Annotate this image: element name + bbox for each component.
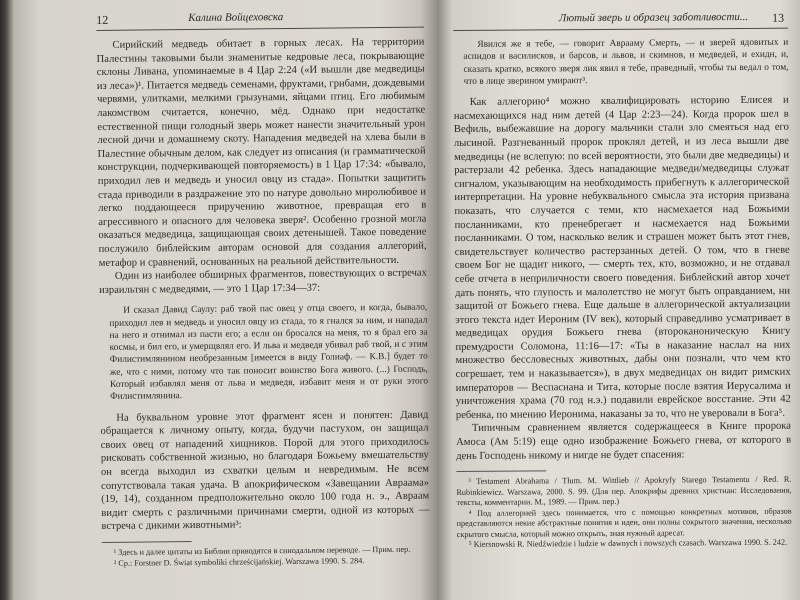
running-title: Лютый зверь и образец заботливости...: [558, 10, 749, 25]
footnotes: [102, 545, 430, 569]
footnotes: [456, 475, 792, 551]
right-page-header: [453, 8, 788, 31]
footnote-separator: [102, 541, 192, 543]
footnote: ⁴ Под аллегорией здесь понимается, что с помощью конкретных мотивов, образов представляются некие абстрактные понятия и идеи, они полны сокрытого значения, несколько скрытого смысла, который можно открыть, зная нужный адресат.: [456, 506, 792, 539]
footnote: ⁵ Kiersnowski R. Niedźwiedzie i ludzie w dawnych i nowszych czasach. Warszawa 1990. S. 242.: [468, 537, 788, 550]
paragraph: На буквальном уровне этот фрагмент ясен и понятен: Давид обращается к личному опыту, когда, будучи пастухом, он защищал своих овец от нападений хищников. Порой для этого приходилось рисковать собственной жизнью, но благодаря Божьему вмешательству он всегда выходил из схватки целым и невредимым. Не всем сопутствовала такая удача. В апокрифическом «Завещании Авраама» (19, 14), созданном предположительно около 100 года н. э., Авраам видит смерть с различными причинами смерти, одной из которых — встреча с дикими животными³:: [100, 409, 430, 533]
left-page: [96, 0, 430, 600]
block-quote: [109, 302, 428, 404]
quote-text: И сказал Давид Саулу: раб твой пас овец у отца своего, и когда, бывало, приходил лев и медведь и уносил овцу из стада, то я гнался за ним, и нападал на него и отнимал из пасти его; а если он бросался на меня, то я брал его за космы, и бил его, и умерщвлял его. И льва и медведя убивал раб твой, и с этим Филистимлянином необрезанным [имеется в виду Голиаф. — К.В.] будет то же, что с ними, потому что так поносит воинство Бога живого. (...) Господь, Который избавлял меня от льва и медведя, избавит меня и от руки этого Филистимлянина.: [109, 302, 429, 403]
paragraph: Типичным сравнением является содержащееся в Книге пророка Амоса (Ам 5:19) еще одно изображение Божьего гнева, от которого в день Господень никому и нигде не будет спасения:: [456, 421, 792, 462]
footnote: ² Ср.: Forstner D. Świat symboliki chrześcijańskiej. Warszawa 1990. S. 284.: [113, 555, 365, 568]
paragraph: Один из наиболее обширных фрагментов, повествующих о встречах израильтян с медведями, — это 1 Цар 17:34—37:: [98, 267, 427, 296]
running-title: Калина Войцеховска: [188, 11, 284, 25]
paragraph: Как аллегорию⁴ можно квалифицировать историю Елисея и насмехающихся над ним детей (4 Цар 2:23—24). Когда пророк шел в Вефиль, выбежавшие на дорогу мальчики стали зло смеяться над его лысиной. Разгневанный пророк проклял детей, и из леса вышли две медведицы (не вслепую: по всей вероятности, это были две медведицы) и растерзали 42 ребенка. Здесь нападающие медведи/медведицы служат сигналом, указывающим на необходимость прибегнуть к аллегорической интерпретации. На уровне небуквального смысла эта история призвана показать, что случается с теми, кто насмехается над Божьими посланниками, кто пренебрегает и насмехается над Божьими посланниками. О том, насколько велик и страшен может быть этот гнев, свидетельствует количество растерзанных детей. О том, что в гневе своем Бог не щадит никого, — смерть тех, кто, возможно, и не отдавал себе отчета в неприличности своего поведения. Библейский автор хочет дать понять, что глупость и малолетство не могут быть оправданием, ни защитой от Божьего гнева. Еще дальше в аллегорической актуализации этого текста идет Иероним (IV век), который справедливо усматривает в медведицах орудия Божьего гнева (второканоническую Книгу премудрости Соломона, 11:16—17: «Ты в наказание наслал на них множество бессловесных животных, дабы они познали, что чем кто согрешает, тем и наказывается»), в двух медведицах он видит римских императоров — Веспасиана и Тита, которые после взятия Иерусалима и уничтожения храма (70 год н.э.) подавили еврейское восстание. Эти 42 ребенка, по мнению Иеронима, наказаны за то, что не уверовали в Бога⁵.: [453, 94, 791, 421]
right-page-body: [453, 37, 791, 464]
block-quote: [463, 37, 788, 88]
right-page: [453, 0, 792, 600]
page-number: 12: [96, 12, 109, 27]
left-page-body: [96, 36, 429, 534]
footnote-separator: [456, 471, 546, 473]
paragraph: Сирийский медведь обитает в горных лесах. На территории Палестины таковыми были знаменитые кедровые леса, покрывающие склоны Ливана, упоминаемые в 4 Цар 2:24 («И вышли две медведицы из леса»)¹. Питается медведь семенами, фруктами, грибами, дождевыми червями, улитками, мелкими грызунами, яйцами птиц. Его любимым лакомством считается, конечно, мёд. Однако при недостатке естественной пищи голодный зверь может нанести значительный урон лесной дичи и домашнему скоту. Нападения медведей на хлева были в Палестине обычным делом, как следует из описания (и грамматической конструкции, подчеркивающей повторяемость) в 1 Цар 17:34: «бывало, приходил лев и медведь и уносил овцу из стада». Попытки защитить стада приводили в раздражение это по натуре довольно миролюбивое и легко поддающееся приручению животное, превращая его в агрессивного и опасного для человека зверя². Особенно грозной могла оказаться медведица, защищающая своих детенышей. Такое поведение послужило библейским авторам основой для создания аллегорий, метафор и сравнений, основанных на реальной действительности.: [96, 36, 427, 269]
quote-text: Явился же я тебе, — говорит Аврааму Смерть, — и зверей ядовитых и аспидов и василисков, и барсов, и львов, и скимнов, и медведей, и ехидн, и, сказать кратко, всякого зверя лик явил я тебе, праведный, чтобы ты ведал о том, что в лице зверином умирают³.: [463, 37, 789, 87]
left-page-header: [96, 7, 424, 31]
footnote: ¹ Здесь и далее цитаты из Библии приводятся в синодальном переводе. — Прим. пер.: [113, 544, 411, 557]
footnote: ³ Testament Abrahama / Tłum. M. Wittlieb // Apokryfy Starego Testamentu / Red. R. Rubinkiewicz. Warszawa, 2000. S. 99. (Для пер. Апокрифы древних христиан: Исследования, тексты, комментарии. М., 1989. — Прим. пер.): [456, 474, 792, 508]
page-number: 13: [772, 10, 785, 25]
